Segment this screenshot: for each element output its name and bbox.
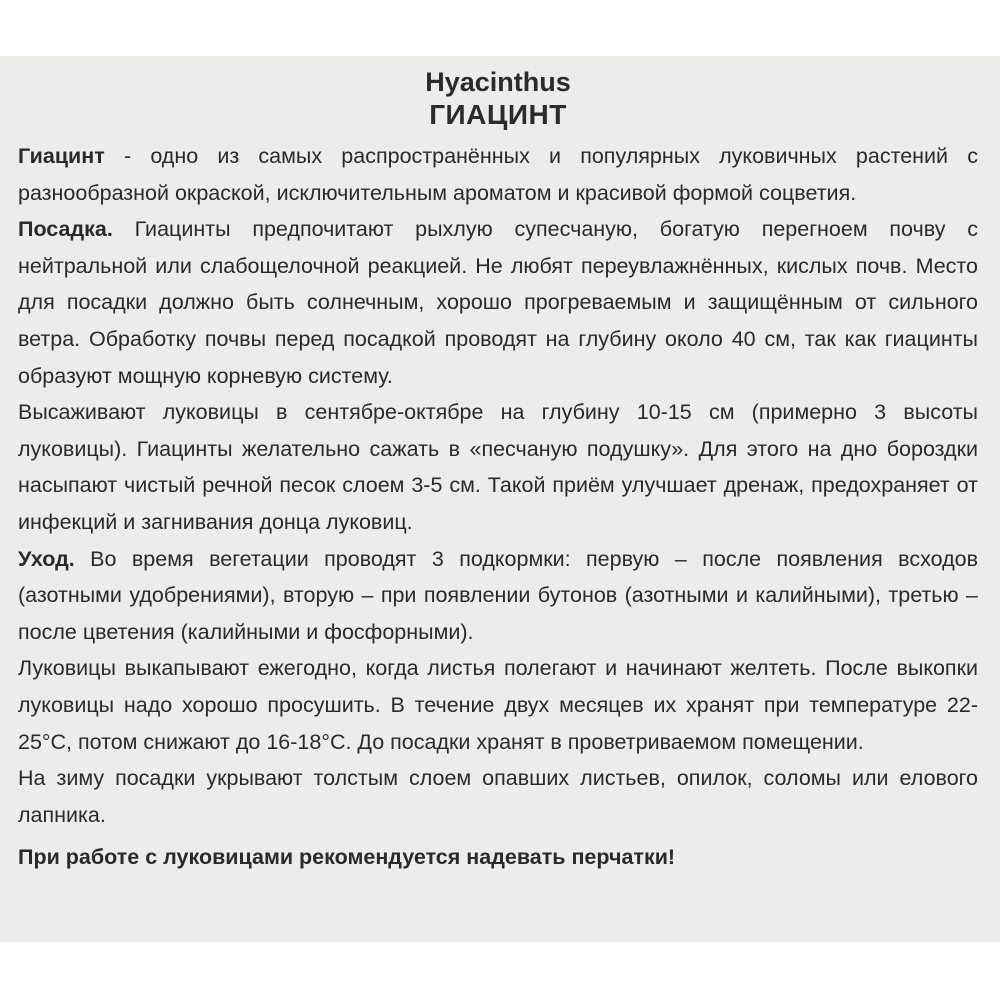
paragraph-intro — [18, 138, 978, 211]
paragraph-storage — [18, 650, 978, 760]
latin-title: Hyacinthus — [425, 67, 571, 97]
paragraph-text: Гиацинты предпочитают рыхлую супесчаную, богатую перегноем почву с нейтральной или слабощелочной реакцией. Не любят переувлажнённых, кислых почв. Место для посадки должно быть солнечным, хорошо прогреваемым и защищённым от сильного ветра. Обработку почвы перед посадкой проводят на глубину около 40 см, так как гиацинты образуют мощную корневую систему. — [18, 217, 978, 388]
paragraph-text: Луковицы выкапывают ежегодно, когда листья полегают и начинают желтеть. После выкопки луковицы надо хорошо просушить. В течение двух месяцев их хранят при температуре 22-25°С, потом снижают до 16-18°С. До посадки хранят в проветриваемом помещении. — [18, 656, 978, 754]
russian-title: ГИАЦИНТ — [429, 99, 567, 130]
paragraph-text: Во время вегетации проводят 3 подкормки: первую – после появления всходов (азотными удобрениями), вторую – при появлении бутонов (азотными и калийными), третью – после цветения (калийными и фосфорными). — [18, 546, 978, 644]
paragraph-planting-depth — [18, 394, 978, 540]
paragraph-lead: Гиацинт — [18, 144, 105, 168]
paragraph-planting — [18, 211, 978, 394]
paragraph-winter — [18, 760, 978, 833]
instruction-sheet — [0, 56, 1000, 942]
paragraph-care — [18, 541, 978, 651]
paragraph-text: На зиму посадки укрывают толстым слоем опавших листьев, опилок, соломы или елового лапника. — [18, 766, 978, 827]
paragraph-lead: Посадка. — [18, 217, 113, 242]
gloves-warning: При работе с луковицами рекомендуется надевать перчатки! — [18, 845, 676, 870]
paragraph-text: Высаживают луковицы в сентябре-октябре на глубину 10-15 см (примерно 3 высоты луковицы). Гиацинты желательно сажать в «песчаную подушку». Для этого на дно бороздки насыпают чистый речной песок слоем 3-5 см. Такой приём улучшает дренаж, предохраняет от инфекций и загнивания донца луковиц. — [18, 400, 978, 534]
paragraph-lead: Уход. — [18, 546, 75, 571]
title-block — [18, 66, 978, 132]
paragraph-text: - одно из самых распространённых и популярных луковичных растений с разнообразной окраской, исключительным ароматом и красивой формой соцветия. — [18, 144, 978, 205]
